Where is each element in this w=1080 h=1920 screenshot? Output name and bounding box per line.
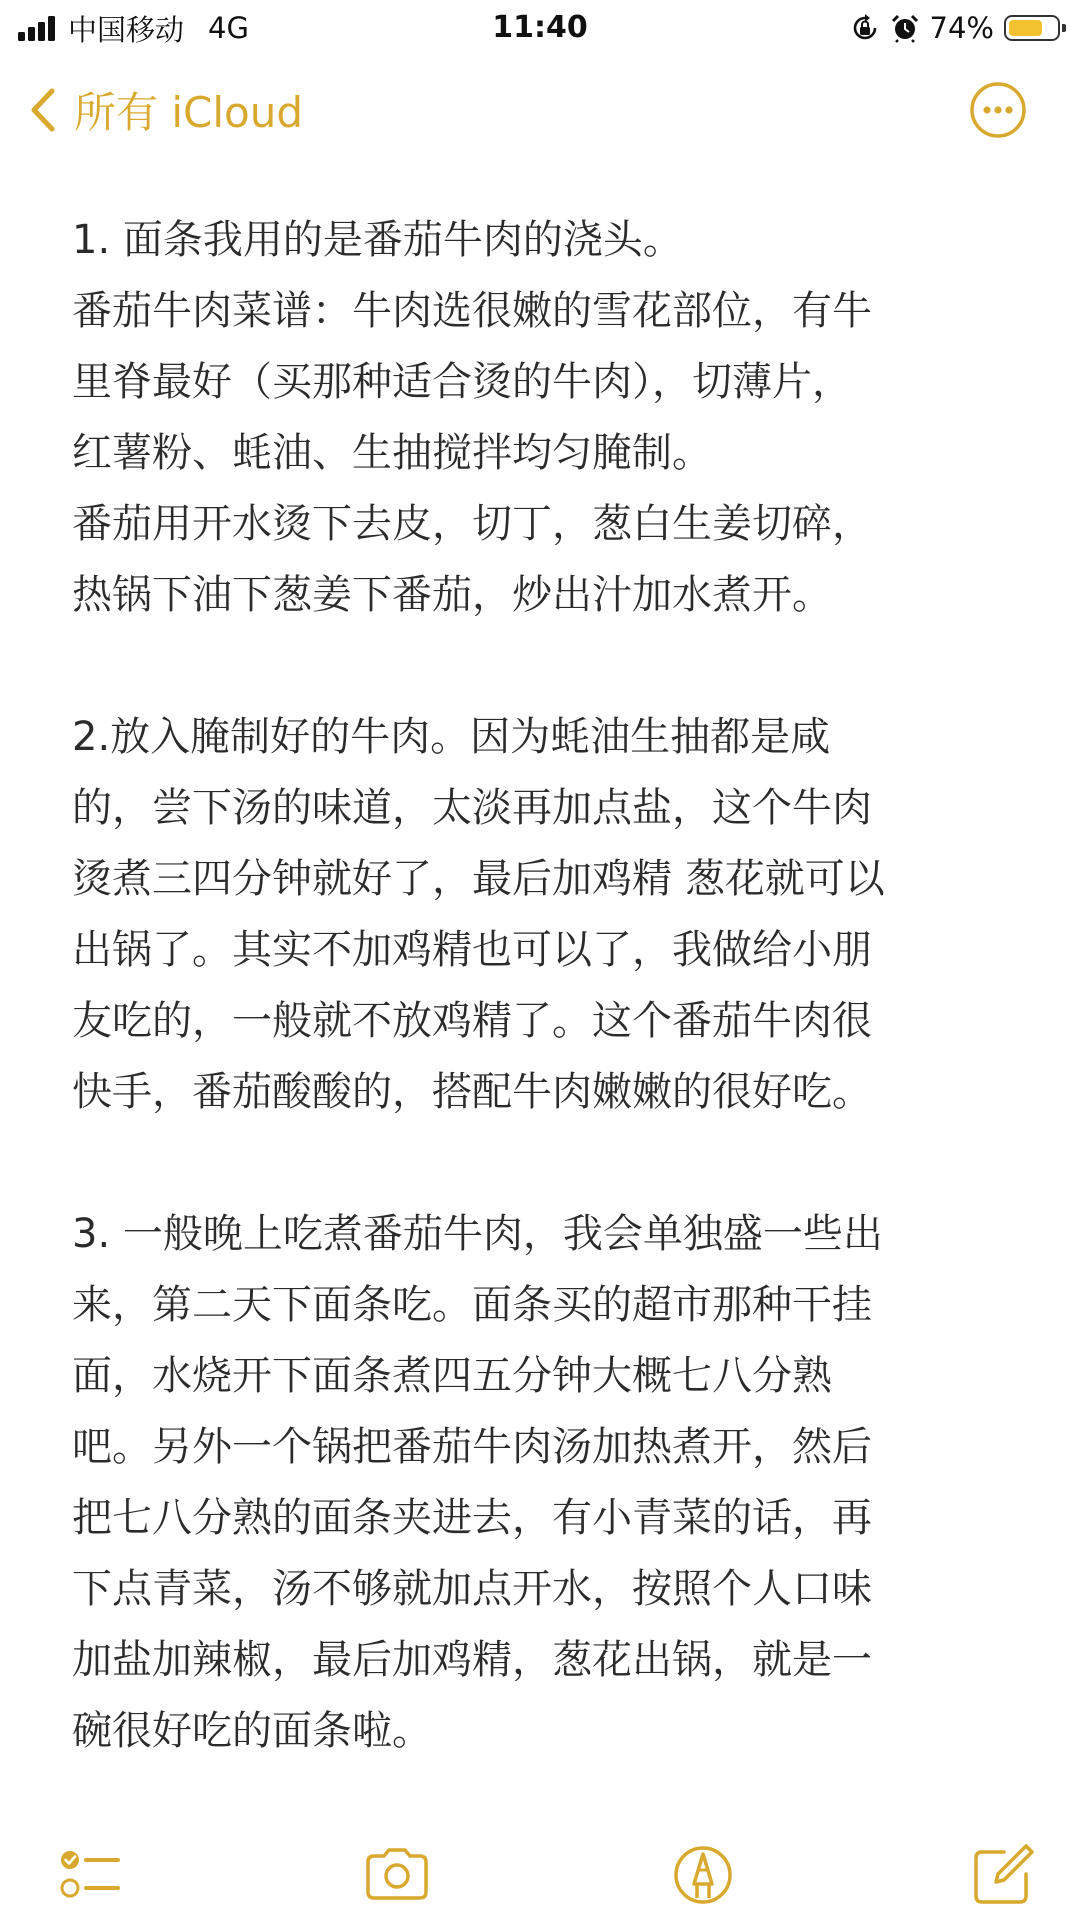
note-line: 把七八分熟的面条夹进去，有小青菜的话，再 [72, 1495, 872, 1541]
carrier-label: 中国移动 [68, 12, 185, 47]
bottom-toolbar [0, 1840, 1080, 1920]
note-line: 出锅了。其实不加鸡精也可以了，我做给小朋 [72, 927, 872, 973]
orientation-lock-icon [850, 13, 880, 43]
nav-bar [0, 70, 1080, 150]
markup-button[interactable] [668, 1840, 738, 1910]
chevron-left-icon [30, 88, 56, 132]
battery-fill [1009, 20, 1042, 36]
note-line: 3. 一般晚上吃煮番茄牛肉，我会单独盛一些出 [72, 1211, 883, 1257]
compose-button[interactable] [968, 1840, 1038, 1910]
note-line: 1. 面条我用的是番茄牛肉的浇头。 [72, 217, 683, 263]
checklist-icon [56, 1840, 126, 1910]
note-line: 的，尝下汤的味道，太淡再加点盐，这个牛肉 [72, 785, 872, 831]
note-line: 吧。另外一个锅把番茄牛肉汤加热煮开，然后 [72, 1424, 872, 1470]
status-bar [0, 0, 1080, 56]
status-right [850, 6, 1060, 50]
note-line: 加盐加辣椒，最后加鸡精，葱花出锅，就是一 [72, 1637, 872, 1683]
note-line: 下点青菜，汤不够就加点开水，按照个人口味 [72, 1566, 872, 1612]
note-line: 热锅下油下葱姜下番茄，炒出汁加水煮开。 [72, 572, 832, 618]
battery-percent: 74% [929, 11, 994, 45]
note-line: 红薯粉、蚝油、生抽搅拌均匀腌制。 [72, 430, 712, 476]
more-button[interactable] [968, 80, 1028, 140]
note-line: 番茄牛肉菜谱：牛肉选很嫩的雪花部位，有牛 [72, 288, 872, 334]
back-button[interactable] [30, 78, 303, 142]
note-blank-line [72, 631, 1012, 702]
battery-icon [1004, 15, 1060, 41]
battery-cap [1062, 24, 1066, 32]
compose-icon [968, 1840, 1038, 1910]
back-label: 所有 iCloud [74, 88, 303, 137]
alarm-icon [890, 13, 920, 43]
note-line: 碗很好吃的面条啦。 [72, 1708, 432, 1754]
note-line: 友吃的，一般就不放鸡精了。这个番茄牛肉很 [72, 998, 872, 1044]
note-line: 面，水烧开下面条煮四五分钟大概七八分熟 [72, 1353, 832, 1399]
network-type: 4G [208, 11, 249, 45]
status-time: 11:40 [492, 10, 588, 45]
camera-button[interactable] [362, 1840, 432, 1910]
markup-icon [668, 1840, 738, 1910]
note-body[interactable] [72, 205, 1012, 1754]
checklist-button[interactable] [56, 1840, 126, 1910]
note-line: 来，第二天下面条吃。面条买的超市那种干挂 [72, 1282, 872, 1328]
note-line: 2.放入腌制好的牛肉。因为蚝油生抽都是咸 [72, 714, 831, 760]
note-line: 番茄用开水烫下去皮，切丁，葱白生姜切碎， [72, 501, 872, 547]
note-line: 里脊最好（买那种适合烫的牛肉），切薄片， [72, 359, 852, 405]
note-blank-line [72, 1128, 1012, 1199]
more-icon [968, 80, 1028, 140]
note-line: 快手，番茄酸酸的，搭配牛肉嫩嫩的很好吃。 [72, 1069, 872, 1115]
camera-icon [362, 1840, 432, 1910]
note-line: 烫煮三四分钟就好了，最后加鸡精 葱花就可以 [72, 856, 885, 902]
